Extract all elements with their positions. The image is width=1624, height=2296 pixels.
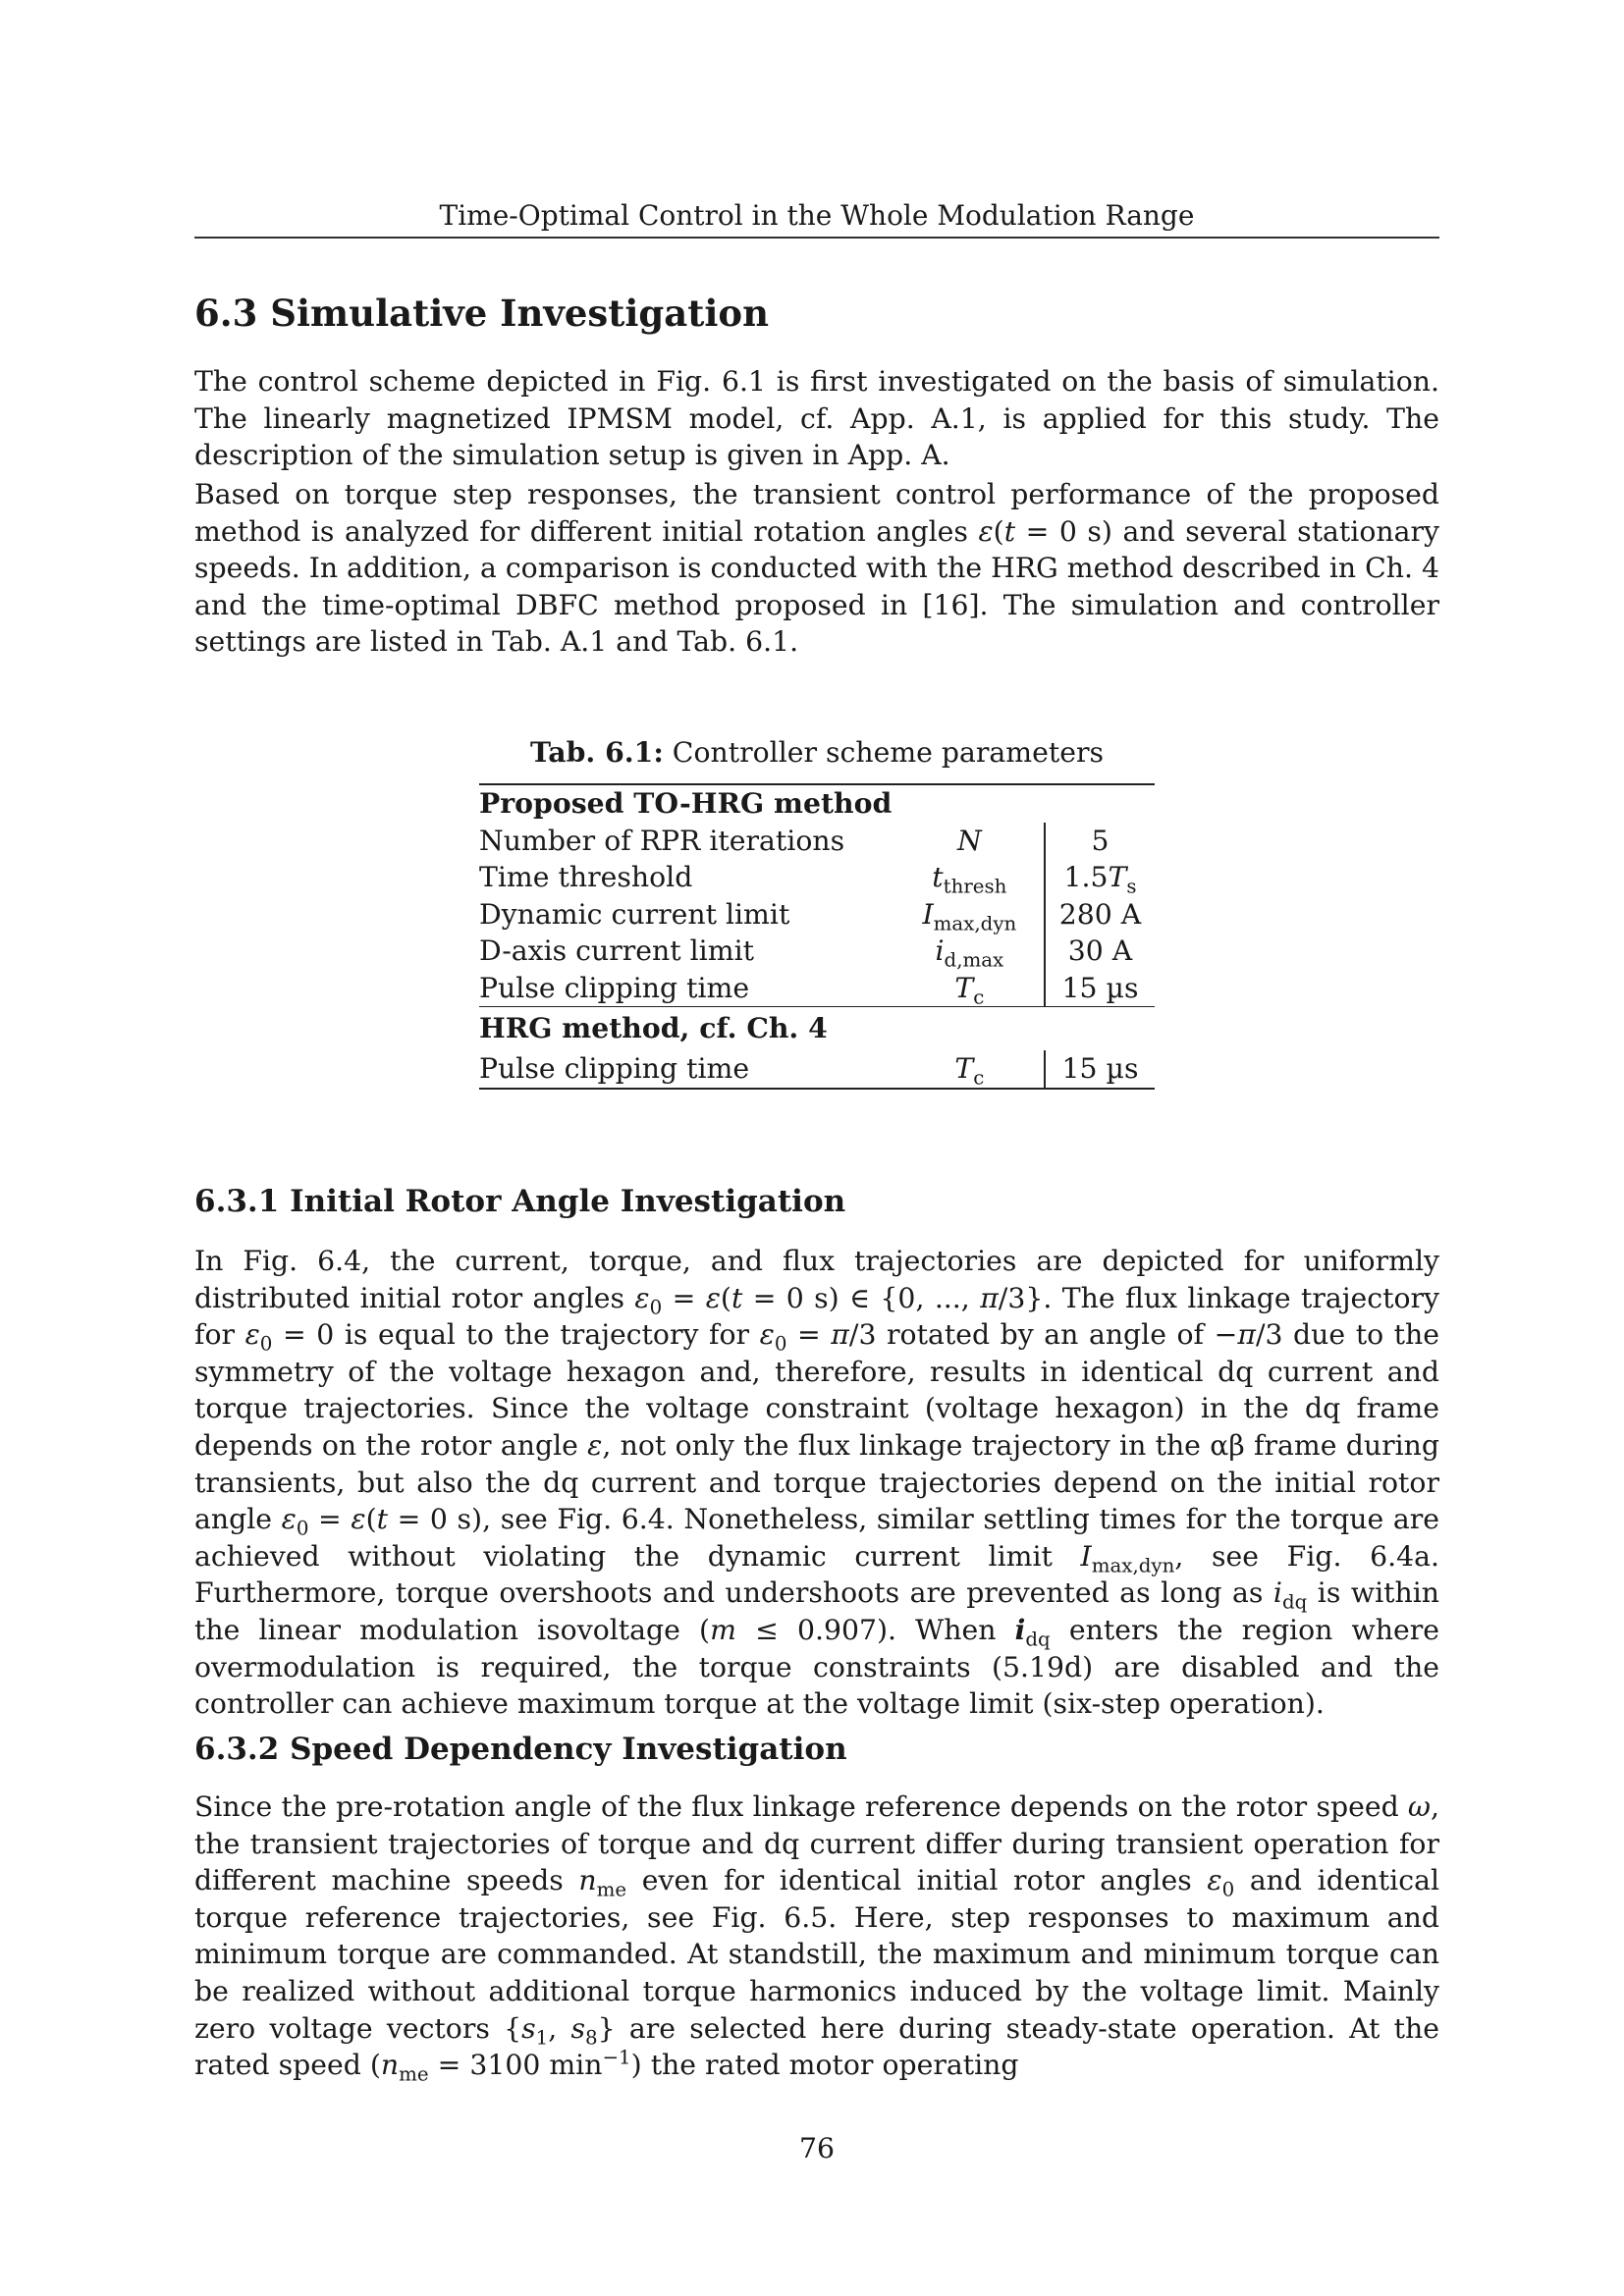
table-group-title: HRG method, cf. Ch. 4 <box>479 1011 828 1045</box>
table-caption-text: Controller scheme parameters <box>672 736 1105 769</box>
param-name: D-axis current limit <box>479 934 754 967</box>
table-row <box>479 859 1155 896</box>
param-symbol: $T_c$ <box>954 1052 985 1090</box>
param-symbol: $i_{d,max}$ <box>935 934 1004 972</box>
param-value: 30 A <box>1045 933 1155 970</box>
table-caption-label: Tab. 6.1: <box>529 735 664 769</box>
table-row <box>479 823 1155 860</box>
param-value: 15 µs <box>1045 1050 1155 1089</box>
param-symbol: $T_c$ <box>954 971 985 1009</box>
section-paragraph-1: The control scheme depicted in Fig. 6.1 is first investigated on the basis of simulation. The linearly magnetized IPMSM model, cf. App. A.1, is applied for this study. The description of the simulation setup is given in App. A. <box>194 365 1439 472</box>
page-number: 76 <box>798 2132 835 2164</box>
param-value: 15 µs <box>1045 970 1155 1007</box>
param-value: $1.5T_s$ <box>1045 859 1155 896</box>
table-row <box>479 933 1155 970</box>
param-name: Pulse clipping time <box>479 971 750 1004</box>
parameters-table <box>479 783 1155 1090</box>
param-name: Pulse clipping time <box>479 1052 750 1085</box>
table-caption <box>194 732 1439 773</box>
param-value: 280 A <box>1045 896 1155 934</box>
table-row <box>479 1050 1155 1089</box>
subsection-title-2: 6.3.2 Speed Dependency Investigation <box>194 1732 847 1767</box>
param-value: 5 <box>1045 823 1155 860</box>
header-rule <box>194 237 1439 239</box>
param-symbol: N <box>956 824 982 857</box>
table-group-title: Proposed TO-HRG method <box>479 786 893 820</box>
param-name: Number of RPR iterations <box>479 824 845 857</box>
param-name: Dynamic current limit <box>479 897 790 931</box>
param-symbol: $t_{thresh}$ <box>932 861 1007 898</box>
section-paragraph-2: Based on torque step responses, the transient control performance of the proposed method is analyzed for different initial rotation angles ε(t = 0 s) and several stationary speeds. In addition, a comparison is conducted with the HRG method described in Ch. 4 and the time-optimal DBFC method proposed in [16]. The simulation and controller settings are listed in Tab. A.1 and Tab. 6.1. <box>194 478 1439 659</box>
section-title: 6.3 Simulative Investigation <box>194 292 769 335</box>
table-row <box>479 896 1155 934</box>
running-head: Time-Optimal Control in the Whole Modulation Range <box>439 199 1195 232</box>
subsection-2-paragraph: Since the pre-rotation angle of the flux linkage reference depends on the rotor speed ω, the transient trajectories of torque and dq current differ during transient operation for different machine speeds $n_{me}$ even for identical initial rotor angles $\varepsilon_0$ and identical torque reference trajectories, see Fig. 6.5. Here, step responses to maximum and minimum torque are commanded. At standstill, the maximum and minimum torque can be realized without additional torque harmonics induced by the voltage limit. Mainly zero voltage vectors {$s_1$, $s_8$} are selected here during steady-state operation. At the rated speed ($n_{me} = 3100$ $\min^{-1}$) the rated motor operating <box>194 1790 1439 2086</box>
param-symbol: $I_{max,dyn}$ <box>922 897 1017 935</box>
param-name: Time threshold <box>479 861 693 893</box>
subsection-title-1: 6.3.1 Initial Rotor Angle Investigation <box>194 1184 846 1219</box>
subsection-1-paragraph: In Fig. 6.4, the current, torque, and flux trajectories are depicted for uniformly distributed initial rotor angles $\varepsilon_0 = \varepsilon(t = 0$ s) ∈ {0, ..., π/3}. The flux linkage trajectory for $\varepsilon_0 = 0$ is equal to the trajectory for $\varepsilon_0 = \pi/3$ rotated by an angle of −π/3 due to the symmetry of the voltage hexagon and, therefore, results in identical dq current and torque trajectories. Since the voltage constraint (voltage hexagon) in the dq frame depends on the rotor angle ε, not only the flux linkage trajectory in the αβ frame during transients, but also the dq current and torque trajectories depend on the initial rotor angle $\varepsilon_0 = \varepsilon(t = 0$ s), see Fig. 6.4. Nonetheless, similar settling times for the torque are achieved without violating the dynamic current limit $I_{max,dyn}$, see Fig. 6.4a. Furthermore, torque overshoots and undershoots are prevented as long as $i_{dq}$ is within the linear modulation isovoltage (m ≤ 0.907). When $i_{dq}$ enters the region where overmodulation is required, the torque constraints (5.19d) are disabled and the controller can achieve maximum torque at the voltage limit (six-step operation). <box>194 1245 1440 1721</box>
table-row <box>479 970 1155 1007</box>
